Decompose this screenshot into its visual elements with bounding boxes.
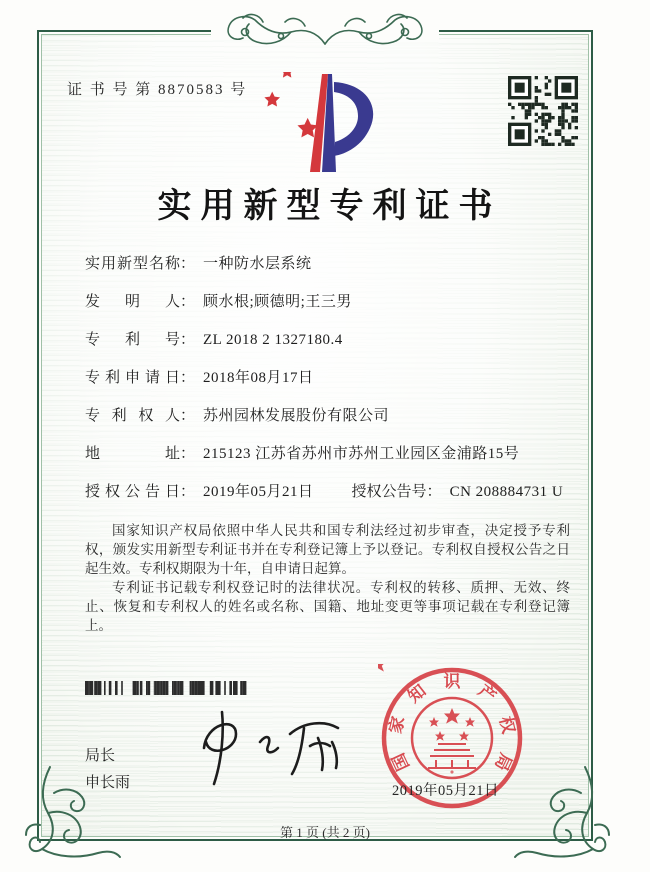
field-label: 专利号: [85, 332, 180, 348]
certificate-number: 证 书 号 第 8870583 号: [67, 82, 248, 98]
seal-date: 2019年05月21日: [392, 783, 499, 799]
field-label2: 授权公告号: [351, 484, 427, 500]
field-label: 专利权人: [85, 408, 180, 424]
field-value: 2019年05月21日: [203, 484, 314, 500]
field-value2: CN 208884731 U: [449, 484, 564, 500]
patent-fields: [85, 252, 590, 518]
field-inventor: 发明人： 顾水根;顾德明;王三男: [85, 290, 590, 328]
field-utility-model-name: 实用新型名称： 一种防水层系统: [85, 252, 590, 290]
page-number: 第 1 页 (共 2 页): [280, 825, 370, 840]
certificate-title: 实用新型专利证书: [157, 188, 502, 225]
director-title: 局长: [85, 748, 116, 764]
field-label: 专利申请日: [85, 370, 180, 386]
signature-block: [85, 743, 130, 797]
field-label: 授权公告日: [85, 484, 180, 500]
director-name: 申长雨: [85, 775, 131, 791]
svg-text:局: 局: [491, 750, 516, 774]
legal-text: [85, 521, 570, 635]
director-handwritten-signature: [178, 708, 348, 790]
cnipa-logo-icon: [262, 72, 388, 176]
field-value: 215123 江苏省苏州市苏州工业园区金浦路15号: [203, 446, 520, 462]
field-value: 一种防水层系统: [203, 256, 312, 272]
legal-paragraph-2: 专利证书记载专利权登记时的法律状况。专利权的转移、质押、无效、终止、恢复和专利权人的姓名或名称、国籍、地址变更等事项记载在专利登记簿上。: [85, 580, 570, 633]
field-value: ZL 2018 2 1327180.4: [203, 332, 343, 348]
field-value: 顾水根;顾德明;王三男: [203, 294, 352, 310]
svg-text:家: 家: [385, 714, 409, 736]
field-patent-number: 专利号： ZL 2018 2 1327180.4: [85, 328, 590, 366]
field-label: 发明人: [85, 294, 180, 310]
field-label: 地址: [85, 446, 180, 462]
field-grant-date-and-number: 授权公告日： 2019年05月21日 授权公告号： CN 208884731 U: [85, 480, 590, 518]
field-value: 2018年08月17日: [203, 370, 314, 386]
svg-text:识: 识: [443, 672, 461, 691]
field-filing-date: 专利申请日： 2018年08月17日: [85, 366, 590, 404]
barcode: [85, 681, 249, 695]
svg-text:国: 国: [388, 750, 413, 774]
field-address: 地址： 215123 江苏省苏州市苏州工业园区金浦路15号: [85, 442, 590, 480]
qr-code: [508, 76, 578, 146]
svg-text:知: 知: [404, 680, 430, 707]
svg-text:权: 权: [495, 714, 519, 736]
field-patentee: 专利权人： 苏州园林发展股份有限公司: [85, 404, 590, 442]
svg-text:产: 产: [474, 680, 500, 707]
field-label: 实用新型名称: [85, 256, 180, 272]
legal-paragraph-1: 国家知识产权局依照中华人民共和国专利法经过初步审查，决定授予专利权，颁发实用新型专利证书并在专利登记簿上予以登记。专利权自授权公告之日起生效。专利权期限为十年，自申请日起算。: [85, 523, 570, 576]
field-value: 苏州园林发展股份有限公司: [203, 408, 390, 424]
